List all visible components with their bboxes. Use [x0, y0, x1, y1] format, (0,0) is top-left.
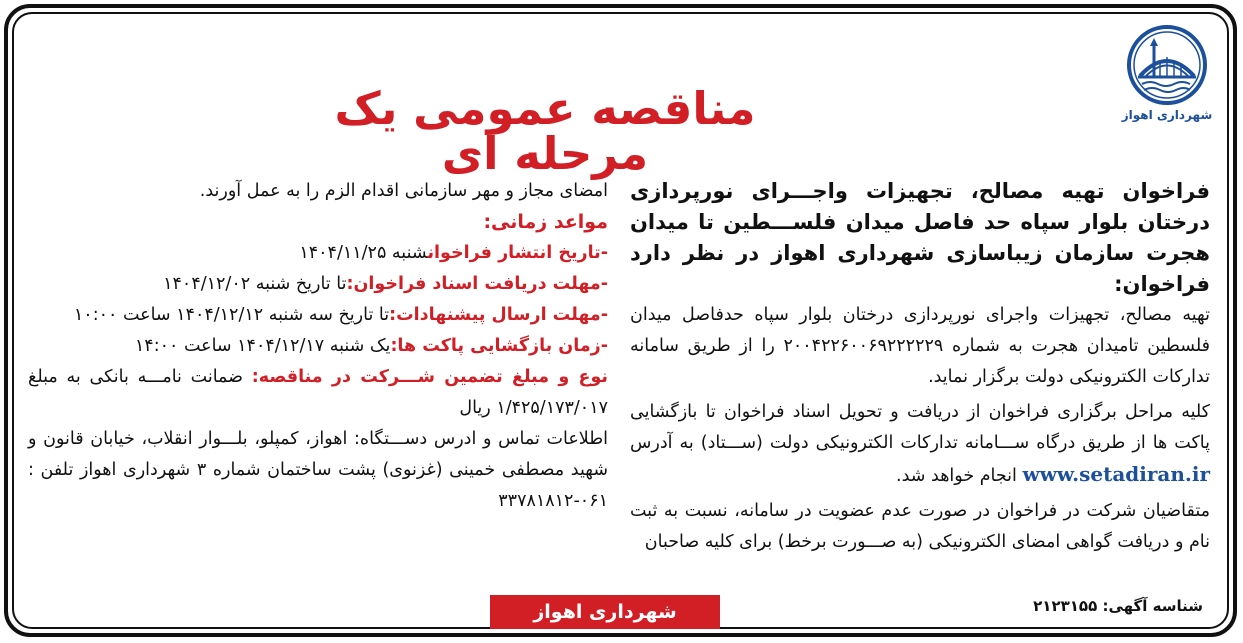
ad-title: مناقصه عمومی یک مرحله ای: [334, 82, 756, 180]
schedule-item-label: -مهلت ارسال پیشنهادات:: [389, 305, 608, 325]
schedule-item: [28, 331, 608, 362]
schedule-item-value: تا تاریخ شنبه ۱۴۰۴/۱۲/۰۲: [163, 274, 347, 294]
applicants-paragraph: متقاضیان شرکت در فراخوان در صورت عدم عضویت در سامانه، نسبت به ثبت نام و دریافت گواهی امضای الکترونیکی (به صـــورت برخط) برای کلیه صاحبان: [630, 501, 1210, 552]
schedule-heading: مواعد زمانی:: [483, 211, 608, 233]
setad-website-link[interactable]: www.setadiran.ir: [1022, 462, 1210, 486]
contact-info: اطلاعات تماس و ادرس دســـتگاه: اهواز، کمپلو، بلـــوار انقلاب، خیابان قانون و شهید مصطفی خمینی (غزنوی) پشت ساختمان شماره ۳ شهرداری اهواز تلفن : ۰۶۱-۳۳۷۸۱۸۱۲: [28, 429, 608, 511]
schedule-item: [28, 238, 608, 269]
signature-note: امضای مجاز و مهر سازمانی اقدام الزم را به عمل آورند.: [199, 181, 608, 201]
schedule-item: [28, 269, 608, 300]
ad-identifier: شناسه آگهی: ۲۱۲۳۱۵۵: [1033, 597, 1203, 615]
right-column: [630, 176, 1210, 558]
schedule-item-value: تا تاریخ سه شنبه ۱۴۰۴/۱۲/۱۲ ساعت ۱۰:۰۰: [73, 305, 390, 325]
schedule-item-value: شنبه ۱۴۰۴/۱۱/۲۵: [299, 243, 428, 263]
guarantee-line: [28, 362, 608, 424]
guarantee-value: ضمانت نامـــه بانکی به مبلغ ۱/۴۲۵/۱۷۳/۰۱۷ ریال: [28, 367, 608, 418]
bridge-emblem-icon: [1126, 24, 1208, 106]
guarantee-label: نوع و مبلغ تضمین شـــرکت در مناقصه:: [251, 367, 608, 387]
schedule-item-value: یک شنبه ۱۴۰۴/۱۲/۱۷ ساعت ۱۴:۰۰: [134, 336, 391, 356]
procedure-text-end: انجام خواهد شد.: [896, 466, 1017, 486]
footer-banner: شهرداری اهواز: [490, 595, 720, 629]
schedule-item: [28, 300, 608, 331]
schedule-item-label: -زمان بازگشایی پاکت ها:: [390, 336, 608, 356]
tender-description: تهیه مصالح، تجهیزات واجرای نورپردازی درختان بلوار سپاه حدفاصل میدان فلسطین تامیدان هجرت به شماره ۲۰۰۴۲۲۶۰۰۶۹۲۲۲۲۲۹ را از طریق سامانه تدارکات الکترونیکی دولت برگزار نماید.: [630, 305, 1210, 387]
logo-caption: شهرداری اهواز: [1121, 108, 1213, 122]
left-column: [28, 176, 608, 517]
tender-headline: فراخوان تهیه مصالح، تجهیزات واجـــرای نورپردازی درختان بلوار سپاه حد فاصل میدان فلســـطین تا میدان هجرت سازمان زیباسازی شهرداری اهواز در نظر دارد فراخوان:: [630, 179, 1210, 296]
procedure-paragraph: [630, 397, 1210, 492]
schedule-item-label: -مهلت دریافت اسناد فراخوان:: [346, 274, 608, 294]
procedure-text: کلیه مراحل برگزاری فراخوان از دریافت و تحویل اسناد فراخوان تا بازگشایی پاکت ها از طریق درگاه ســـامانه تدارکات الکترونیکی دولت (ســـتاد) به آدرس: [630, 402, 1210, 453]
schedule-item-label: -تاریخ انتشار فراخوان: [427, 243, 608, 263]
municipality-logo: [1107, 24, 1227, 122]
